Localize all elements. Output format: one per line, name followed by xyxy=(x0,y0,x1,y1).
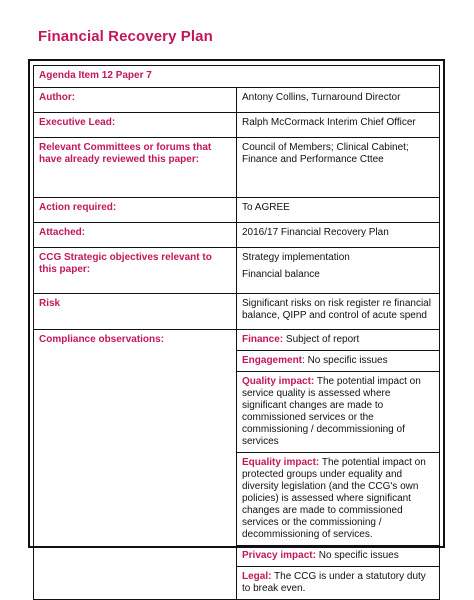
compliance-engagement xyxy=(237,350,439,367)
table-row-action xyxy=(34,198,440,223)
agenda-item: Agenda Item 12 Paper 7 xyxy=(34,66,440,88)
compliance-text: No specific issues xyxy=(315,550,399,561)
committees-value: Council of Members; Clinical Cabinet; Finance and Performance Cttee xyxy=(237,138,440,198)
cover-sheet-frame xyxy=(28,59,445,594)
author-label: Author: xyxy=(34,88,237,113)
table-row-compliance xyxy=(34,330,440,600)
committees-label: Relevant Committees or forums that have already reviewed this paper: xyxy=(34,138,237,198)
table-row-attached xyxy=(34,223,440,248)
risk-value: Significant risks on risk register re financial balance, QIPP and control of acute spend xyxy=(237,294,440,330)
author-value: Antony Collins, Turnaround Director xyxy=(237,88,440,113)
cover-sheet-table xyxy=(33,65,440,600)
risk-label: Risk xyxy=(34,294,237,330)
compliance-legal xyxy=(237,566,439,595)
attached-value: 2016/17 Financial Recovery Plan xyxy=(237,223,440,248)
action-value: To AGREE xyxy=(237,198,440,223)
compliance-finance xyxy=(242,334,434,346)
agenda-row xyxy=(34,66,440,88)
compliance-quality-impact xyxy=(237,371,439,448)
executive-lead-value: Ralph McCormack Interim Chief Officer xyxy=(237,113,440,138)
objective-item: Financial balance xyxy=(242,269,320,280)
compliance-text: Subject of report xyxy=(283,334,360,345)
compliance-text: The potential impact on protected groups under equality and diversity legislation (and the CCG's own policies) is assessed where significant changes are made to commissioned services or the commissioning / decommissioning of services. xyxy=(242,457,426,540)
attached-label: Attached: xyxy=(34,223,237,248)
executive-lead-label: Executive Lead: xyxy=(34,113,237,138)
table-row-author xyxy=(34,88,440,113)
compliance-privacy-impact xyxy=(237,545,439,562)
compliance-text: : No specific issues xyxy=(302,355,388,366)
objective-item: Strategy implementation xyxy=(242,252,350,263)
document-title: Financial Recovery Plan xyxy=(38,28,213,45)
action-label: Action required: xyxy=(34,198,237,223)
compliance-text: The CCG is under a statutory duty to break even. xyxy=(242,571,426,594)
compliance-key: Quality impact: xyxy=(242,376,315,387)
compliance-key: Engagement xyxy=(242,355,303,366)
compliance-text: The potential impact on service quality is assessed where significant changes are made to commissioned services or the commissioning / decommissioning of services xyxy=(242,376,421,447)
compliance-key: Privacy impact: xyxy=(242,550,316,561)
table-row-risk xyxy=(34,294,440,330)
compliance-label: Compliance observations: xyxy=(34,330,237,600)
table-row-objectives xyxy=(34,248,440,294)
table-row-executive-lead xyxy=(34,113,440,138)
compliance-key: Equality impact: xyxy=(242,457,320,468)
compliance-key: Finance: xyxy=(242,334,284,345)
compliance-value xyxy=(237,330,440,600)
compliance-key: Legal: xyxy=(242,571,272,582)
table-row-committees xyxy=(34,138,440,198)
objectives-value xyxy=(237,248,440,294)
compliance-equality-impact xyxy=(237,452,439,541)
objectives-label: CCG Strategic objectives relevant to this paper: xyxy=(34,248,237,294)
